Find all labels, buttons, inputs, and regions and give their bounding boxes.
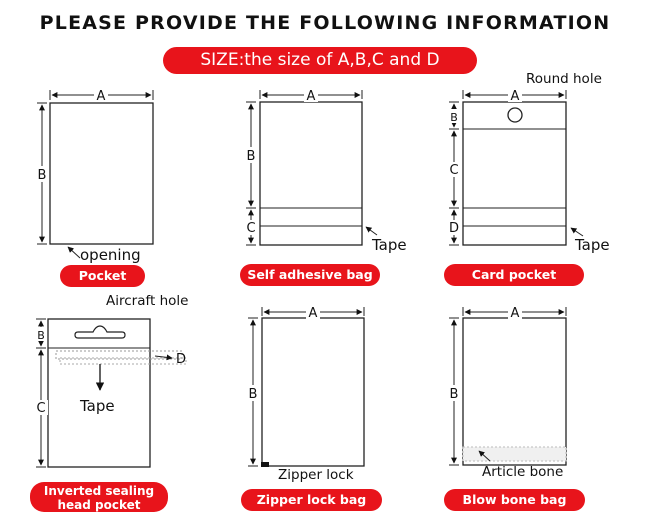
blow-bone-diagram — [449, 307, 566, 465]
self-adhesive-label: Self adhesive bag — [240, 264, 380, 286]
dim-b-self-adhesive: B — [246, 149, 256, 164]
aircraft-hole-icon — [75, 326, 125, 338]
dim-a-card-pocket: A — [510, 89, 520, 104]
zipper-lock-note: Zipper lock — [278, 467, 354, 483]
dim-d-card-pocket: D — [448, 221, 460, 236]
round-hole-icon — [508, 108, 522, 122]
tape-note-self-adhesive: Tape — [372, 236, 407, 254]
zipper-lock-label: Zipper lock bag — [241, 489, 382, 511]
round-hole-note: Round hole — [526, 71, 602, 87]
pocket-diagram — [37, 90, 153, 258]
dim-b-inverted: B — [37, 329, 45, 342]
inverted-label-line2: head pocket — [57, 498, 141, 512]
zipper-lock-diagram — [248, 307, 364, 467]
dim-c-card-pocket: C — [449, 163, 459, 178]
dim-c-self-adhesive: C — [246, 221, 256, 236]
dim-b-zipper: B — [248, 387, 258, 402]
self-adhesive-diagram — [246, 90, 377, 245]
blow-bone-label: Blow bone bag — [444, 489, 585, 511]
inverted-label-line1: Inverted sealing — [43, 484, 155, 498]
tape-note-card-pocket: Tape — [575, 236, 610, 254]
dim-a-pocket: A — [96, 89, 106, 104]
pocket-label: Pocket — [60, 265, 145, 287]
opening-note: opening — [80, 246, 141, 264]
dim-a-self-adhesive: A — [306, 89, 316, 104]
aircraft-hole-note: Aircraft hole — [106, 293, 189, 309]
zipper-lock-marker — [261, 462, 269, 467]
article-bone-note: Article bone — [482, 464, 564, 480]
dim-b-pocket: B — [37, 168, 47, 183]
page-title: PLEASE PROVIDE THE FOLLOWING INFORMATION — [39, 12, 611, 34]
dim-d-inverted: D — [176, 352, 187, 367]
dim-c-inverted: C — [36, 401, 46, 416]
card-pocket-label: Card pocket — [444, 264, 584, 286]
tape-note-inverted: Tape — [80, 397, 115, 415]
dim-b-card-pocket: B — [450, 111, 458, 124]
dim-a-blow-bone: A — [510, 306, 520, 321]
size-instruction-banner: SIZE:the size of A,B,C and D — [163, 47, 477, 74]
card-pocket-diagram — [449, 90, 583, 245]
inverted-sealing-label — [30, 482, 168, 512]
inverted-sealing-diagram — [36, 319, 186, 467]
dim-a-zipper: A — [308, 306, 318, 321]
dim-b-blow-bone: B — [449, 387, 459, 402]
